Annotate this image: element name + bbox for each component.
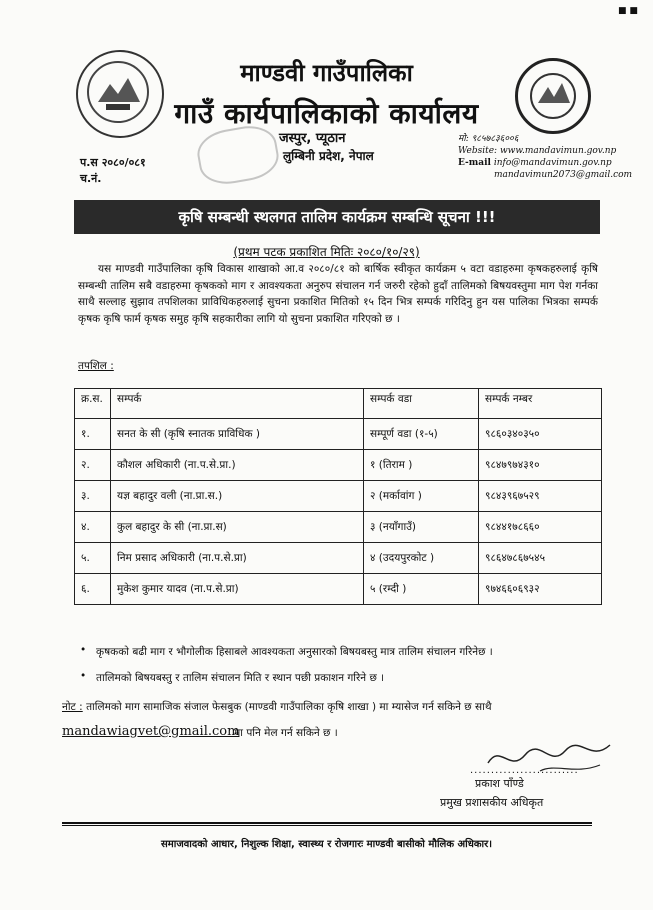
cell-sn: २. — [75, 450, 111, 481]
note-text: तालिमको माग सामाजिक संजाल फेसबुक (माण्डवी गाउँपालिका कृषि शाखा ) मा म्यासेज गर्न सकिने छ साथै — [86, 701, 492, 713]
cell-ward: २ (मर्कावांग ) — [364, 481, 479, 512]
email-link[interactable]: mandawiagvet@gmail.com — [62, 724, 240, 739]
notice-paragraph: यस माण्डवी गाउँपालिका कृषि विकास शाखाको आ.व २०८०/८१ को बार्षिक स्वीकृत कार्यक्रम ५ वटा वडाहरुमा कृषकहरुलाई कृषि सम्बन्धी तालिम सबै वडाहरुमा कृषकको माग र आवश्यकता अनुरुप संचालन गर्न जरुरी रहेको हुदाँ तालिमको बिषयवस्तुमा माग पेश गर्नका साथै सल्लाह सुझाव तपशिलका प्राविधिकहरुलाई सुचना प्रकाशित मितिको १५ दिन भित्र सम्पर्क गरिदिनु हुन यस पालिका भित्रका सम्पर्क कृषक कृषि फार्म कृषक समुह कृषि सहकारीका लागि यो सुचना प्रकाशित गरिएको छ । — [78, 263, 598, 325]
table-header-row — [75, 389, 602, 419]
table-row — [75, 450, 602, 481]
col-header-sn: क्र.स. — [75, 389, 111, 419]
reference-number: प.स २०८०/०८१ — [80, 156, 146, 169]
col-header-number: सम्पर्क नम्बर — [479, 389, 602, 419]
bullet-text: तालिमको बिषयबस्तु र तालिम संचालन मिति र स्थान पछी प्रकाशन गरिने छ । — [96, 672, 385, 684]
office-name: गाउँ कार्यपालिकाको कार्यालय — [174, 97, 479, 130]
bullet-item — [78, 645, 598, 659]
table-row — [75, 419, 602, 450]
bullet-text: कृषकको बढी माग र भौगोलीक हिसाबले आवश्यकता अनुसारको बिषयबस्तु मात्र तालिम संचालन गरिनेछ । — [96, 646, 493, 658]
bullet-list — [78, 645, 598, 697]
cell-ward: ३ (नयाँगाउँ) — [364, 512, 479, 543]
contact-table — [74, 388, 602, 605]
bullet-dot-icon: • — [80, 670, 87, 682]
cell-contact: निम प्रसाद अधिकारी (ना.प.से.प्रा) — [111, 543, 364, 574]
mandavi-logo-graphic — [518, 61, 588, 131]
cell-sn: ५. — [75, 543, 111, 574]
cell-sn: ४. — [75, 512, 111, 543]
phone: मो: ९८५७८३६००६ — [458, 134, 519, 144]
note — [62, 700, 492, 714]
contact-block — [458, 133, 632, 181]
signer-name: प्रकाश पाँण्डे — [475, 777, 524, 790]
municipality-name: माण्डवी गाउँपालिका — [240, 59, 413, 87]
table-row — [75, 543, 602, 574]
email-label: E-mail — [458, 158, 491, 168]
cell-number: ९८६४७८६७५४५ — [479, 543, 602, 574]
reference-block — [80, 155, 146, 187]
table-row — [75, 574, 602, 605]
signer-title: प्रमुख प्रशासकीय अधिकृत — [440, 796, 544, 809]
table-row — [75, 512, 602, 543]
col-header-ward: सम्पर्क वडा — [364, 389, 479, 419]
cell-ward: सम्पूर्ण वडा (१-५) — [364, 419, 479, 450]
cell-contact: यज्ञ बहादुर वली (ना.प्रा.स.) — [111, 481, 364, 512]
cell-number: ९८४७९७४३१० — [479, 450, 602, 481]
signature-line: .......................... — [470, 765, 579, 776]
cell-ward: ५ (रम्दी ) — [364, 574, 479, 605]
cell-ward: १ (तिराम ) — [364, 450, 479, 481]
mandavi-logo — [515, 58, 591, 134]
cell-number: ९७४६६०६९३२ — [479, 574, 602, 605]
table-row — [75, 481, 602, 512]
cell-number: ९८४४१७८६६० — [479, 512, 602, 543]
email-2: mandavimun2073@gmail.com — [494, 170, 633, 180]
footer-divider-thin — [62, 825, 592, 826]
cell-ward: ४ (उदयपुरकोट ) — [364, 543, 479, 574]
website: www.mandavimun.gov.np — [499, 146, 617, 156]
corner-marks: ■ ■ — [618, 6, 638, 16]
footer-divider — [62, 822, 592, 824]
footer-slogan: समाजवादको आधार, निशुल्क शिक्षा, स्वास्थ्य र रोजगारः माण्डवी बासीको मौलिक अधिकार। — [160, 839, 493, 850]
col-header-contact: सम्पर्क — [111, 389, 364, 419]
cell-contact: कुल बहादुर के सी (ना.प्रा.स) — [111, 512, 364, 543]
email-1: info@mandavimun.gov.np — [493, 158, 612, 168]
address-line-1: जस्पुर, प्यूठान — [279, 131, 346, 146]
bullet-dot-icon: • — [80, 644, 87, 656]
details-label: तपशिल : — [78, 360, 114, 372]
cell-number: ९८४३९६७५२९ — [479, 481, 602, 512]
publication-date: (प्रथम पटक प्रकाशित मितिः २०८०/१०/२९) — [233, 245, 420, 259]
cell-number: ९८६०३४०३५० — [479, 419, 602, 450]
bullet-item — [78, 671, 598, 685]
dispatch-number: च.नं. — [80, 172, 102, 185]
address-line-2: लुम्बिनी प्रदेश, नेपाल — [283, 149, 374, 163]
cell-contact: सनत के सी (कृषि स्नातक प्राविधिक ) — [111, 419, 364, 450]
cell-sn: १. — [75, 419, 111, 450]
cell-contact: कौशल अधिकारी (ना.प.से.प्रा.) — [111, 450, 364, 481]
note-label: नोट : — [62, 701, 83, 713]
website-label: Website: — [458, 146, 498, 156]
notice-title-banner: कृषि सम्बन्धी स्थलगत तालिम कार्यक्रम सम्बन्धि सूचना !!! — [74, 200, 600, 234]
cell-sn: ३. — [75, 481, 111, 512]
cell-sn: ६. — [75, 574, 111, 605]
cell-contact: मुकेश कुमार यादव (ना.प.से.प्रा) — [111, 574, 364, 605]
email-suffix: मा पनि मेल गर्न सकिने छ । — [234, 727, 338, 739]
